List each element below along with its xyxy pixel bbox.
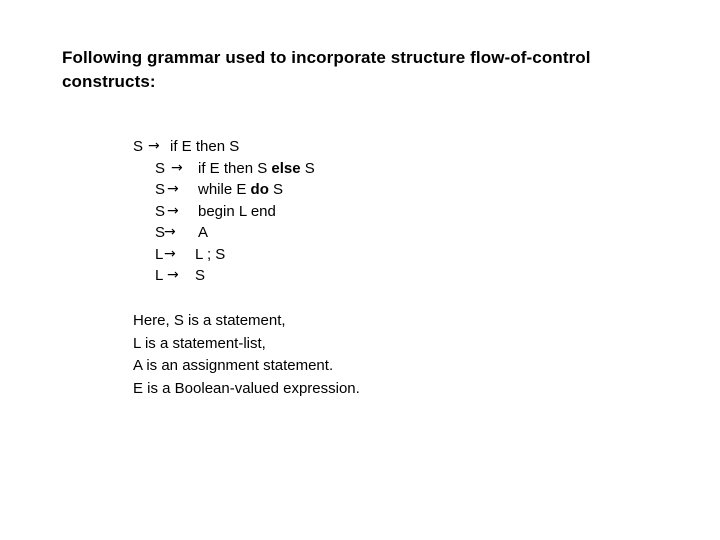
- production-arrow: →: [167, 267, 179, 283]
- rhs-text: S: [268, 181, 284, 198]
- production-rhs: [195, 265, 205, 287]
- rhs-text: S: [300, 159, 315, 177]
- production-lhs: S: [155, 181, 166, 198]
- definition-line: Here, S is a statement,: [133, 312, 286, 329]
- rhs-text: while E: [198, 181, 251, 198]
- production-arrow: →: [167, 202, 179, 219]
- production-arrow: →: [148, 138, 160, 154]
- slide-title: [62, 46, 662, 94]
- rhs-text: begin L end: [198, 202, 276, 220]
- production-rhs: [170, 136, 239, 158]
- production-rhs: [198, 179, 283, 201]
- production-rhs: [198, 222, 208, 244]
- definition-line: L is a statement-list,: [133, 334, 266, 352]
- production-lhs: S: [155, 202, 166, 220]
- rhs-text: L ; S: [195, 245, 226, 263]
- definition-line: A is an assignment statement.: [133, 357, 334, 374]
- rhs-text: if E then S: [170, 138, 240, 155]
- production-arrow: →: [171, 159, 183, 176]
- title-line-2: constructs:: [62, 72, 156, 91]
- production-arrow: →: [164, 224, 176, 240]
- definition-line: E is a Boolean-valued expression.: [133, 379, 360, 397]
- rhs-keyword: do: [250, 181, 269, 198]
- definitions: [133, 310, 360, 400]
- rhs-text: A: [198, 224, 209, 241]
- production-rhs: [195, 244, 225, 266]
- production-lhs: S: [155, 224, 166, 241]
- production-lhs: S: [133, 138, 144, 155]
- production-rhs: [198, 158, 315, 180]
- rhs-text: S: [195, 267, 206, 284]
- production-arrow: →: [167, 181, 179, 197]
- production-arrow: →: [164, 245, 176, 262]
- rhs-keyword: else: [271, 159, 301, 177]
- production-lhs: S: [155, 159, 166, 177]
- production-rhs: [198, 201, 276, 223]
- production-lhs: L: [155, 245, 164, 263]
- production-lhs: L: [155, 267, 164, 284]
- rhs-text: if E then S: [198, 159, 272, 177]
- title-line-1: Following grammar used to incorporate structure flow-of-control: [62, 48, 591, 67]
